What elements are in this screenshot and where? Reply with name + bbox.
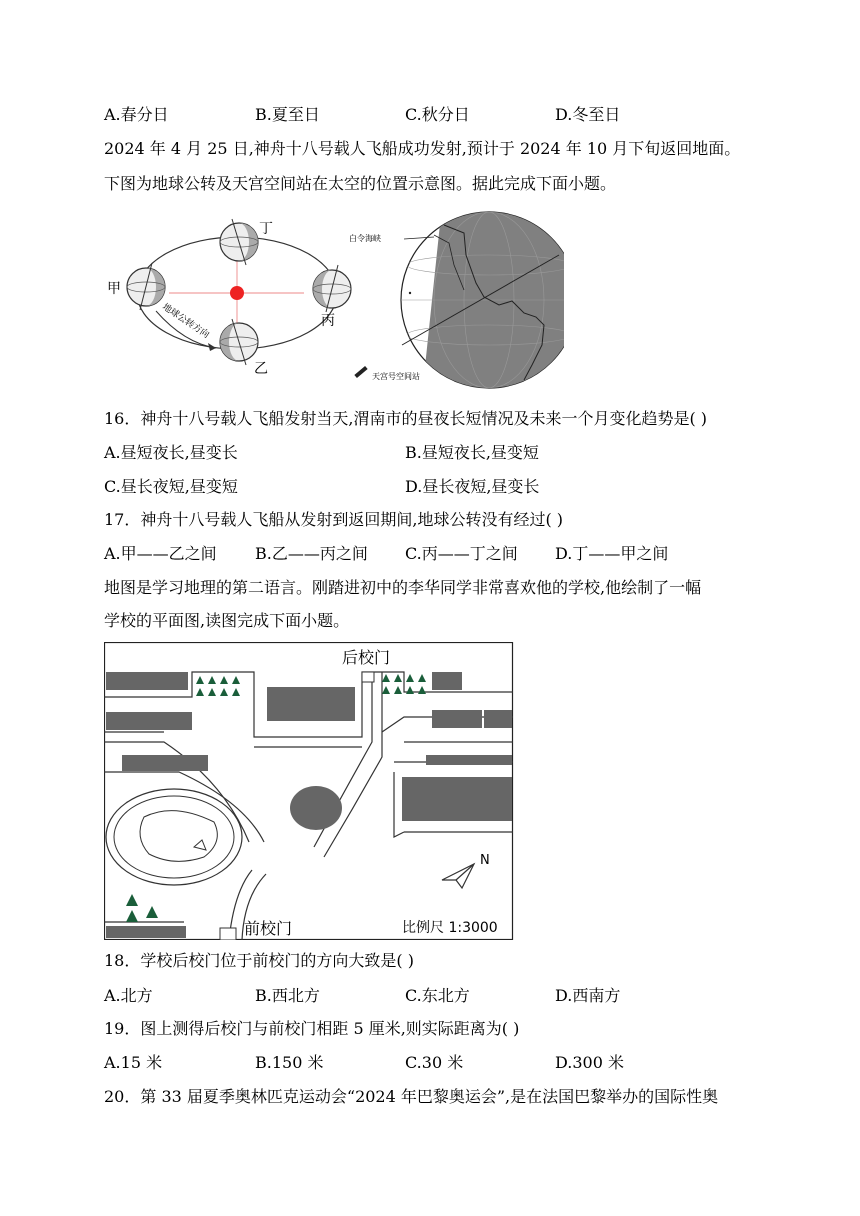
scale-label: 比例尺 1:3000 xyxy=(402,920,498,936)
passage-text: 下图为地球公转及天宫空间站在太空的位置示意图。据此完成下面小题。 xyxy=(104,174,617,193)
option-b[interactable]: B.昼短夜长,昼变短 xyxy=(405,443,539,462)
earth-ding xyxy=(220,219,258,265)
option-c[interactable]: C.丙——丁之间 xyxy=(405,544,518,563)
option-a[interactable]: A.昼短夜长,昼变长 xyxy=(104,443,238,462)
north-label: N xyxy=(480,853,490,868)
sun xyxy=(230,286,244,300)
question-18-stem: 18．学校后校门位于前校门的方向大致是( ) xyxy=(104,951,414,970)
option-d[interactable]: D.冬至日 xyxy=(555,105,621,124)
option-a[interactable]: A.15 米 xyxy=(104,1053,163,1072)
passage-text: 地图是学习地理的第二语言。刚踏进初中的李华同学非常喜欢他的学校,他绘制了一幅 xyxy=(104,578,702,597)
label-yi: 乙 xyxy=(254,361,268,377)
option-b[interactable]: B.乙——丙之间 xyxy=(255,544,368,563)
label-bing: 丙 xyxy=(321,313,335,329)
label-bering: 白令海峡 xyxy=(349,234,381,243)
option-b[interactable]: B.150 米 xyxy=(255,1053,324,1072)
label-ding: 丁 xyxy=(259,221,273,237)
option-c[interactable]: C.东北方 xyxy=(405,986,470,1005)
option-d[interactable]: D.西南方 xyxy=(555,986,621,1005)
front-gate-label: 前校门 xyxy=(244,919,293,938)
tiangong-icon xyxy=(354,366,367,378)
globe xyxy=(401,205,564,390)
question-19-stem: 19．图上测得后校门与前校门相距 5 厘米,则实际距离为( ) xyxy=(104,1019,520,1038)
label-orbit-direction: 地球公转方向 xyxy=(160,302,211,341)
earth-bing xyxy=(313,265,351,312)
option-b[interactable]: B.西北方 xyxy=(255,986,320,1005)
option-b[interactable]: B.夏至日 xyxy=(255,105,320,124)
passage-text: 2024 年 4 月 25 日,神舟十八号载人飞船成功发射,预计于 2024 年 10 月下旬返回地面。 xyxy=(104,139,741,158)
label-tiangong: 天宫号空间站 xyxy=(372,372,420,381)
earth-yi xyxy=(220,319,258,365)
option-a[interactable]: A.春分日 xyxy=(104,105,169,124)
option-d[interactable]: D.丁——甲之间 xyxy=(555,544,669,563)
question-17-stem: 17．神舟十八号载人飞船从发射到返回期间,地球公转没有经过( ) xyxy=(104,510,564,529)
earth-orbit-figure xyxy=(104,205,564,390)
school-map xyxy=(104,642,514,940)
back-gate-label: 后校门 xyxy=(342,648,391,667)
label-jia: 甲 xyxy=(107,281,121,297)
earth-jia xyxy=(127,263,165,310)
option-d[interactable]: D.昼长夜短,昼变长 xyxy=(405,477,540,496)
question-16-stem: 16．神舟十八号载人飞船发射当天,渭南市的昼夜长短情况及未来一个月变化趋势是( ) xyxy=(104,409,708,428)
option-a[interactable]: A.北方 xyxy=(104,986,153,1005)
option-a[interactable]: A.甲——乙之间 xyxy=(104,544,217,563)
passage-text: 学校的平面图,读图完成下面小题。 xyxy=(104,611,350,630)
option-d[interactable]: D.300 米 xyxy=(555,1053,624,1072)
option-c[interactable]: C.秋分日 xyxy=(405,105,470,124)
option-c[interactable]: C.昼长夜短,昼变短 xyxy=(104,477,238,496)
option-c[interactable]: C.30 米 xyxy=(405,1053,464,1072)
question-20-stem: 20．第 33 届夏季奥林匹克运动会“2024 年巴黎奥运会”,是在法国巴黎举办的国际性奥 xyxy=(104,1087,719,1106)
